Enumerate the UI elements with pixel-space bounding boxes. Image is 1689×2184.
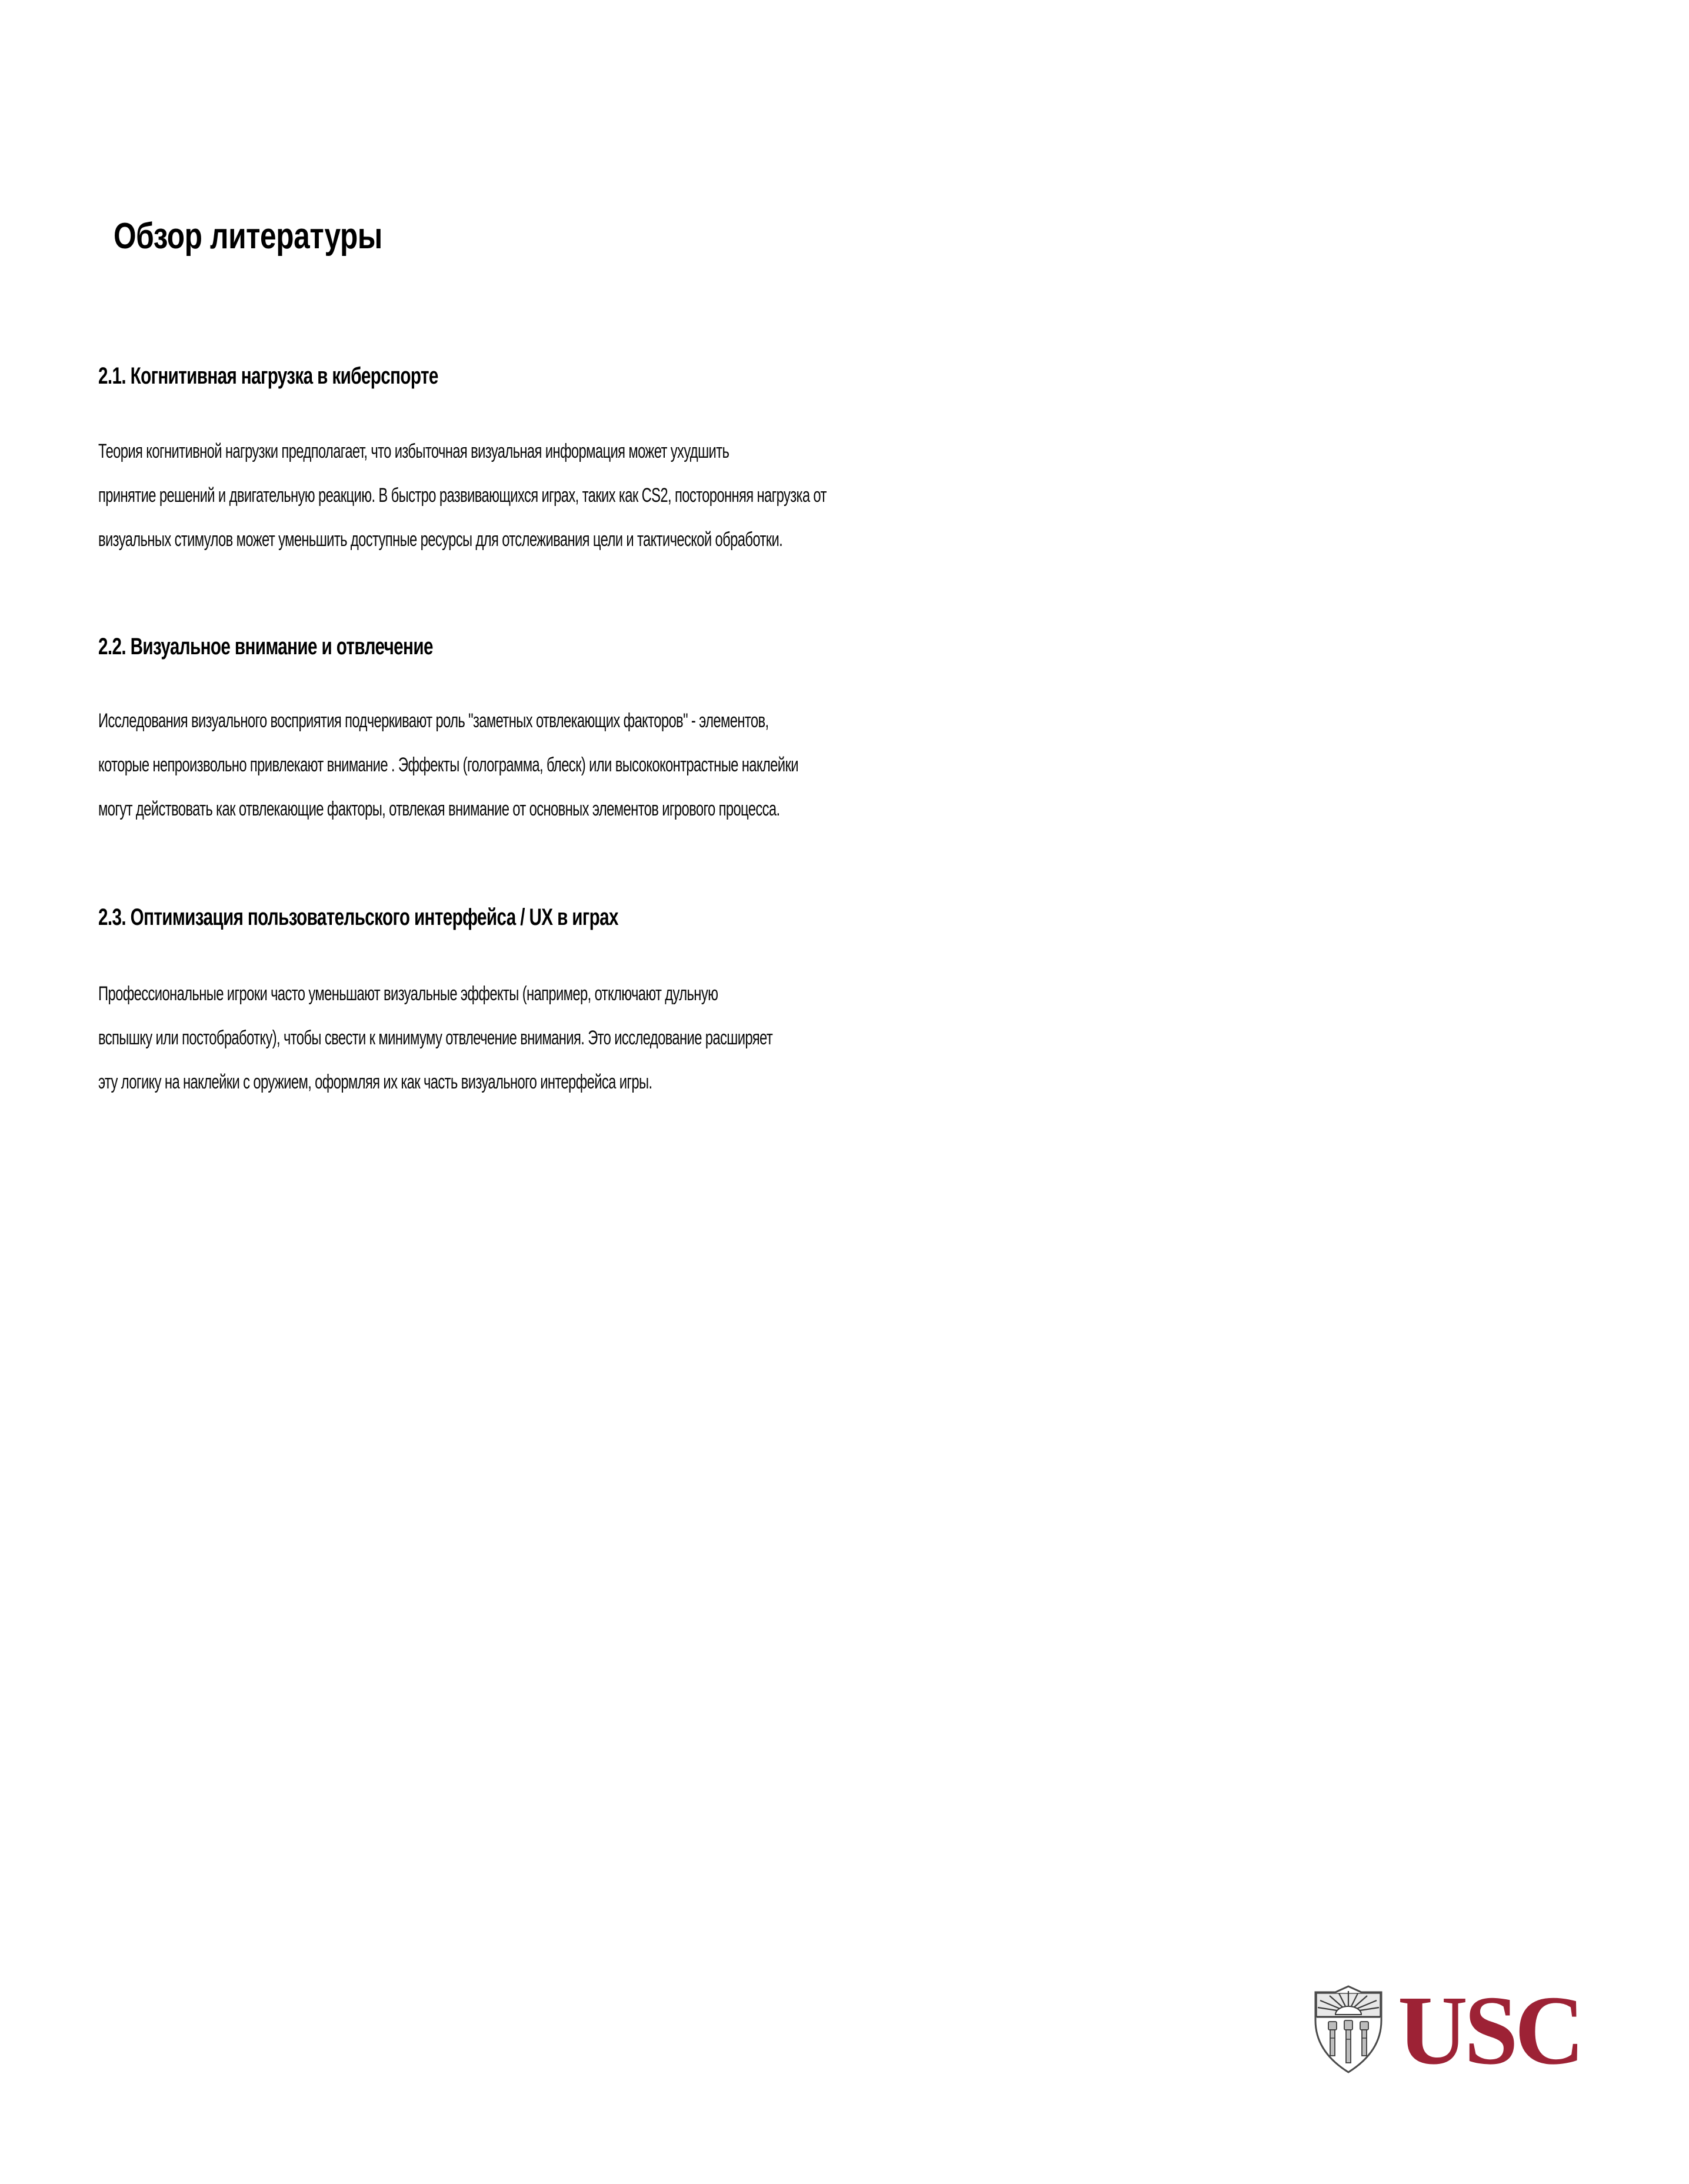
usc-wordmark: USC	[1398, 1976, 1581, 2085]
paragraph-line: Исследования визуального восприятия подчеркивают роль "заметных отвлекающих факторов" - элементов,	[98, 710, 769, 732]
paragraph-line: Профессиональные игроки часто уменьшают визуальные эффекты (например, отключают дульную	[98, 983, 718, 1005]
paragraph-line: эту логику на наклейки с оружием, оформляя их как часть визуального интерфейса игры.	[98, 1071, 652, 1093]
paragraph-line: которые непроизвольно привлекают внимание . Эффекты (голограмма, блеск) или высококонтрастные наклейки	[98, 754, 798, 776]
section-paragraph	[98, 972, 1061, 1104]
section-heading: 2.1. Когнитивная нагрузка в киберспорте	[98, 363, 438, 389]
paragraph-line: визуальных стимулов может уменьшить доступные ресурсы для отслеживания цели и тактической обработки.	[98, 528, 783, 551]
paragraph-line: могут действовать как отвлекающие факторы, отвлекая внимание от основных элементов игрового процесса.	[98, 798, 780, 820]
paragraph-line: Теория когнитивной нагрузки предполагает, что избыточная визуальная информация может ухудшить	[98, 440, 729, 462]
usc-logo	[1313, 1976, 1585, 2085]
section-heading: 2.2. Визуальное внимание и отвлечение	[98, 634, 433, 660]
section-paragraph	[98, 699, 1098, 831]
shield-crest-icon	[1313, 1985, 1384, 2073]
paragraph-line: вспышку или постобработку), чтобы свести к минимуму отвлечение внимания. Это исследование расширяет	[98, 1027, 773, 1049]
section-heading: 2.3. Оптимизация пользовательского интерфейса / UX в играх	[98, 904, 618, 930]
section-paragraph	[98, 430, 1138, 562]
paragraph-line: принятие решений и двигательную реакцию. В быстро развивающихся играх, таких как CS2, посторонняя нагрузка от	[98, 484, 827, 507]
page-title: Обзор литературы	[114, 216, 382, 257]
